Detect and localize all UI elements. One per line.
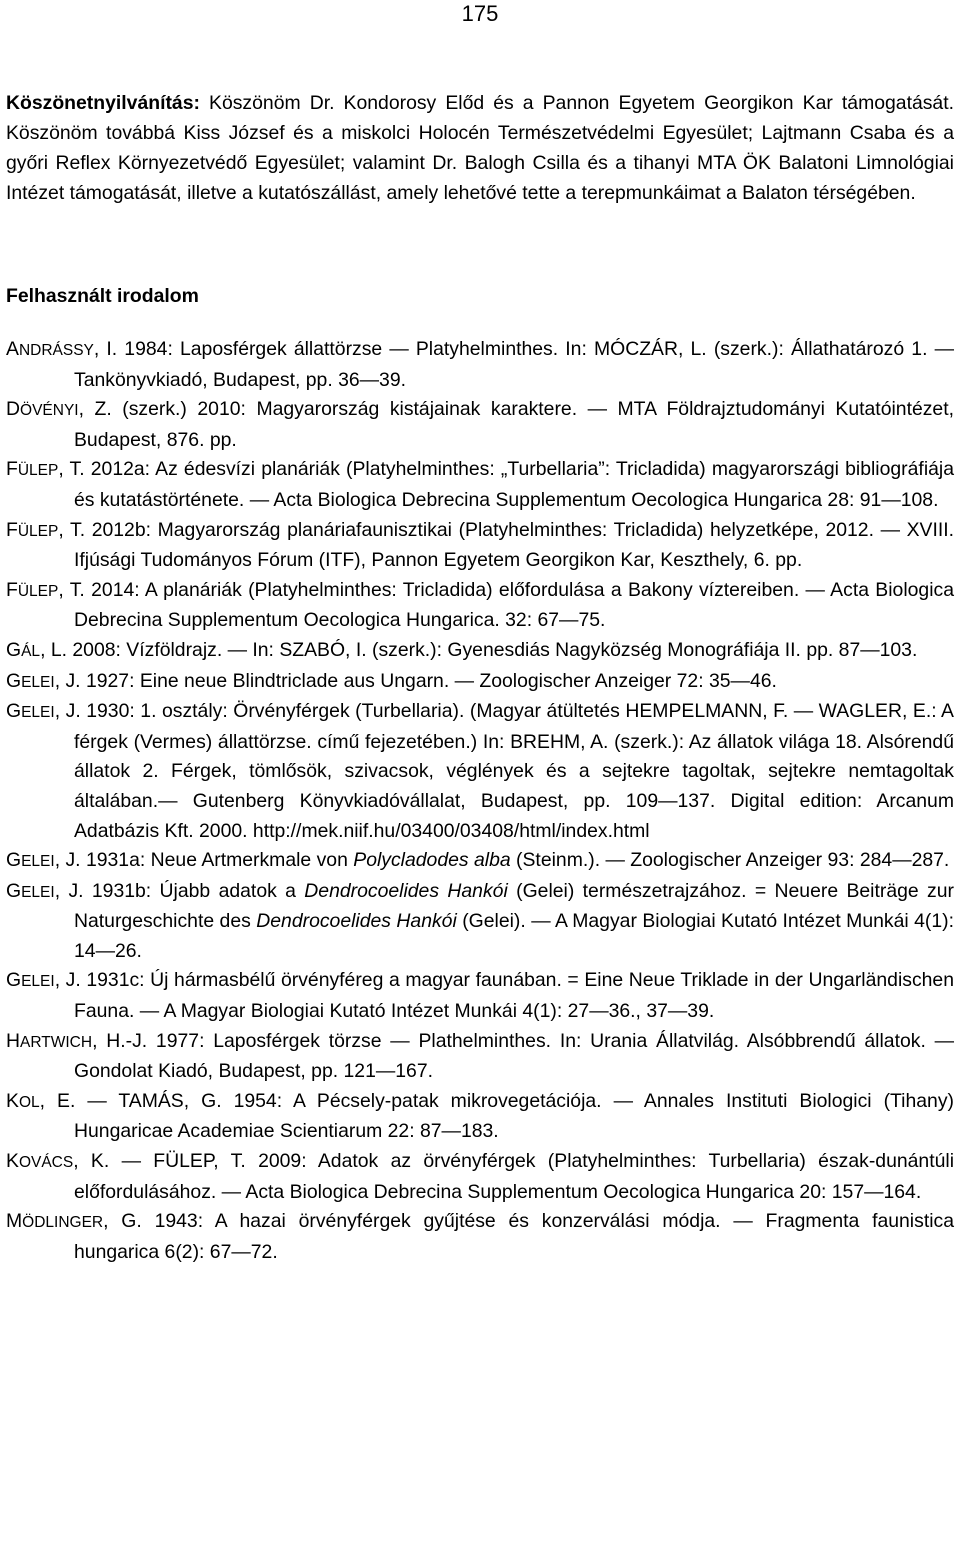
author-initial: G: [6, 638, 22, 661]
reference-text: (Gelei) természetrajzához. = Neuere Beiträge zur Naturgeschichte des: [74, 879, 954, 933]
author-name: ARTWICH: [20, 1033, 93, 1051]
author-initial: G: [6, 879, 22, 902]
species-name: Dendrocoelides Hankói: [304, 879, 508, 902]
species-name: Polycladodes alba: [353, 849, 511, 872]
author-initial: F: [6, 458, 18, 481]
reference-text: , J. 1931c: Új hármasbélű örvényféreg a magyar faunában. = Eine Neue Triklade in der Ungarländischen Fauna. ― A Magyar Biologiai Kutató Intézet Munkái 4(1): 27―36., 37―39.: [54, 969, 954, 1023]
author-name: NDRÁSSY: [18, 342, 94, 359]
author-initial: G: [6, 669, 22, 692]
author-name: ÁL: [21, 642, 41, 660]
acknowledgement-paragraph: [6, 88, 954, 208]
page-number: 175: [461, 1, 499, 26]
reference-item: [6, 667, 954, 698]
author-initial: M: [6, 1210, 23, 1233]
reference-text: , Z. (szerk.) 2010: Magyarország kistájainak karaktere. ― MTA Földrajztudományi Kutatóintézet, Budapest, 876. pp.: [74, 398, 954, 451]
reference-text: (Steinm.). ― Zoologischer Anzeiger 93: 284―287.: [510, 849, 950, 872]
author-name: ÖDLINGER: [22, 1214, 104, 1232]
author-initial: K: [6, 1089, 19, 1112]
reference-item: [6, 877, 954, 967]
species-name: Dendrocoelides Hankói: [256, 910, 457, 933]
reference-item: [6, 1147, 954, 1207]
author-initial: H: [6, 1029, 21, 1052]
reference-item: [6, 846, 954, 877]
reference-item: [6, 636, 954, 667]
reference-list: [6, 335, 954, 1267]
acknowledgement-text: Köszönöm Dr. Kondorosy Előd és a Pannon Egyetem Georgikon Kar támogatását. Köszönöm továbbá Kiss József és a miskolci Holocén Természetvédelmi Egyesület; Lajtmann Csaba és a győri Reflex Környezetvédő Egyesület; valamint Dr. Balogh Csilla és a tihanyi MTA ÖK Balatoni Limnológiai Intézet támogatását, illetve a kutatószállást, amely lehetővé tette a terepmunkáimat a Balaton térségében.: [6, 92, 954, 204]
reference-text: , I. 1984: Laposférgek állattörzse ― Platyhelminthes. In: MÓCZÁR, L. (szerk.): Állathatározó 1. ― Tankönyvkiadó, Budapest, pp. 36―39.: [74, 338, 954, 391]
reference-text: , H.-J. 1977: Laposférgek törzse ― Plathelminthes. In: Urania Állatvilág. Alsóbbrendű állatok. ― Gondolat Kiadó, Budapest, pp. 121―167.: [74, 1029, 954, 1083]
author-initial: A: [6, 338, 19, 360]
author-name: OVÁCS: [18, 1154, 74, 1172]
reference-item: [6, 1087, 954, 1147]
author-initial: F: [6, 518, 18, 541]
author-initial: G: [6, 849, 22, 872]
author-initial: F: [6, 578, 18, 601]
author-name: ÜLEP: [17, 462, 59, 480]
author-name: ÜLEP: [17, 522, 59, 540]
reference-text: , T. 2012a: Az édesvízi planáriák (Platyhelminthes: „Turbellaria”: Tricladida) magyarországi bibliográfiája és kutatástörténete. ― Acta Biologica Debrecina Supplementum Oecologica Hungarica 28: 91―108.: [58, 458, 954, 511]
reference-item: [6, 516, 954, 576]
author-name: ELEI: [21, 704, 55, 722]
author-initial: G: [6, 969, 22, 992]
reference-item: [6, 335, 954, 395]
reference-item: [6, 576, 954, 636]
reference-text: , J. 1930: 1. osztály: Örvényférgek (Turbellaria). (Magyar átültetés HEMPELMANN, F. ― WAGLER, E.: A férgek (Vermes) állattörzse. című fejezetében.) In: BREHM, A. (szerk.): Az állatok világa 18. Alsórendű állatok 2. Férgek, tömlősök, szivacsok, véglények és a sejtekre tagoltak, sejtekre nemtagoltak általában.― Gutenberg Könyvkiadóvállalat, Budapest, pp. 109―137. Digital edition: Arcanum Adatbázis Kft. 2000. http://mek.niif.hu/03400/03408/html/index.html: [54, 700, 954, 842]
author-initial: K: [6, 1150, 19, 1173]
author-name: ELEI: [21, 973, 55, 991]
reference-text: , L. 2008: Vízföldrajz. ― In: SZABÓ, I. (szerk.): Gyenesdiás Nagyközség Monográfiája II. pp. 87―103.: [40, 638, 918, 661]
acknowledgement-label: Köszönetnyilvánítás:: [6, 92, 200, 114]
reference-text: , T. 2012b: Magyarország planáriafaunisztikai (Platyhelminthes: Tricladida) helyzetképe, 2012. ― XVIII. Ifjúsági Tudományos Fórum (ITF), Pannon Egyetem Georgikon Kar, Keszthely, 6. pp.: [58, 518, 954, 572]
author-name: ELEI: [21, 673, 55, 691]
reference-text: , T. 2014: A planáriák (Platyhelminthes: Tricladida) előfordulása a Bakony víztereiben. ― Acta Biologica Debrecina Supplementum Oecologica Hungarica. 32: 67―75.: [58, 578, 954, 632]
reference-text: , G. 1943: A hazai örvényférgek gyűjtése és konzerválási módja. ― Fragmenta faunistica hungarica 6(2): 67―72.: [74, 1210, 954, 1263]
reference-text: , E. ― TAMÁS, G. 1954: A Pécsely-patak mikrovegetációja. ― Annales Instituti Biologici (Tihany) Hungaricae Academiae Scientiarum 22: 87―183.: [39, 1089, 954, 1143]
author-name: ÖVÉNYI: [20, 402, 79, 420]
reference-text: , J. 1927: Eine neue Blindtriclade aus Ungarn. ― Zoologischer Anzeiger 72: 35―46.: [54, 669, 777, 692]
reference-item: [6, 1027, 954, 1087]
reference-item: [6, 455, 954, 515]
author-name: ÜLEP: [17, 582, 59, 600]
reference-item: [6, 697, 954, 846]
author-initial: G: [6, 700, 22, 723]
reference-text: , K. ― FÜLEP, T. 2009: Adatok az örvényférgek (Platyhelminthes: Turbellaria) észak-dunántúli előfordulásához. ― Acta Biologica Debrecina Supplementum Oecologica Hungarica 20: 157―164.: [73, 1150, 954, 1203]
reference-text: (Gelei). ― A Magyar Biologiai Kutató Intézet Munkái 4(1): 14―26.: [74, 910, 954, 962]
reference-text: , J. 1931a: Neue Artmerkmale von: [54, 849, 354, 872]
references-heading: Felhasznált irodalom: [6, 285, 199, 307]
reference-item: [6, 395, 954, 455]
author-initial: D: [6, 398, 21, 421]
reference-item: [6, 966, 954, 1026]
reference-item: [6, 1207, 954, 1267]
reference-text: , J. 1931b: Újabb adatok a: [54, 879, 305, 902]
author-name: ELEI: [21, 853, 55, 871]
author-name: ELEI: [21, 883, 55, 901]
author-name: OL: [18, 1093, 40, 1111]
